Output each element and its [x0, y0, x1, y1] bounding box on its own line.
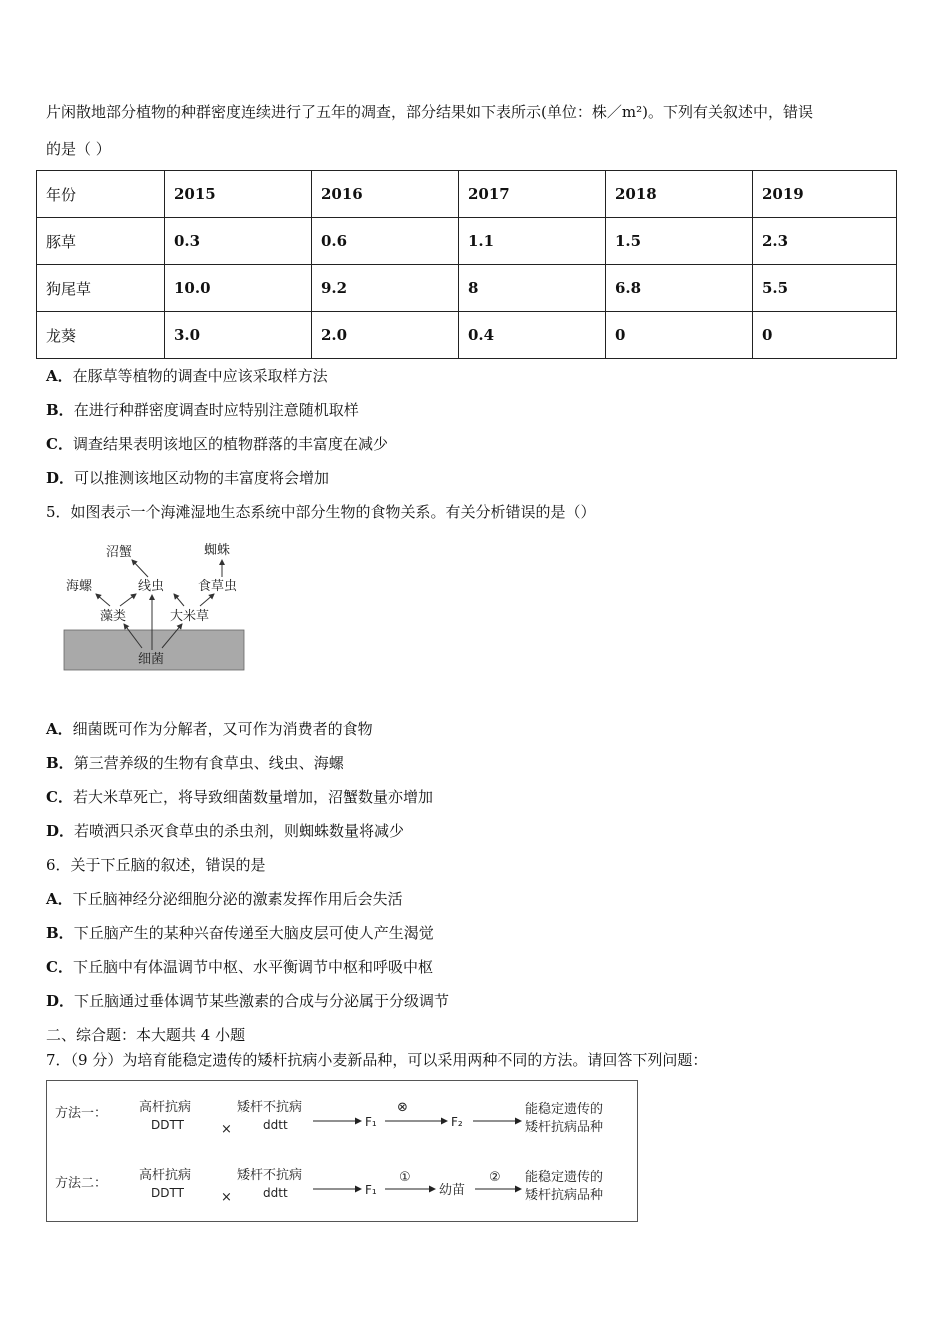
label-zhaoxie: 沼蟹 — [106, 545, 133, 560]
option-key: D． — [46, 469, 75, 487]
table-cell: 0.3 — [165, 218, 312, 265]
q5-option-c — [46, 787, 433, 807]
question-text: 关于下丘脑的叙述，错误的是 — [70, 856, 266, 874]
q5-option-b — [46, 753, 344, 773]
q4-option-b — [46, 400, 359, 420]
cross-symbol: × — [221, 1190, 232, 1205]
result2-line1: 能稳定遗传的 — [525, 1170, 604, 1185]
section-heading: 二、综合题：本大题共 4 小题 — [46, 1026, 246, 1044]
parent2-genotype: ddtt — [263, 1118, 288, 1132]
table-cell: 2.3 — [753, 218, 897, 265]
q5-stem — [46, 502, 596, 522]
table-cell: 2019 — [753, 171, 897, 218]
step1-symbol: ① — [399, 1170, 411, 1185]
table-cell: 6.8 — [606, 265, 753, 312]
table-cell: 10.0 — [165, 265, 312, 312]
table-cell: 0.6 — [312, 218, 459, 265]
q6-option-d — [46, 991, 449, 1011]
f1-label: F₁ — [365, 1183, 377, 1197]
table-cell: 0 — [753, 312, 897, 359]
selfing-symbol: ⊗ — [397, 1100, 408, 1115]
breeding-methods-figure — [46, 1080, 638, 1222]
parent2-name: 矮杆不抗病 — [237, 1100, 303, 1115]
q6-option-b — [46, 923, 434, 943]
result2-line2: 矮杆抗病品种 — [525, 1188, 604, 1203]
option-key: D． — [46, 822, 75, 840]
table-cell: 年份 — [37, 171, 165, 218]
result1-line1: 能稳定遗传的 — [525, 1102, 604, 1117]
q4-stem-line1: 片闲散地部分植物的种群密度连续进行了五年的凋查，部分结果如下表所示(单位：株／m²)。下列有关叙述中，错误 — [46, 103, 813, 121]
parent1-name: 高杆抗病 — [139, 1168, 192, 1183]
result1-line2: 矮杆抗病品种 — [525, 1120, 604, 1135]
table-cell: 9.2 — [312, 265, 459, 312]
label-xijun: 细菌 — [138, 652, 165, 667]
table-cell: 3.0 — [165, 312, 312, 359]
option-text: 可以推测该地区动物的丰富度将会增加 — [74, 469, 330, 487]
option-text: 下丘脑中有体温调节中枢、水平衡调节中枢和呼吸中枢 — [72, 958, 433, 976]
table-cell: 狗尾草 — [37, 265, 165, 312]
option-key: B． — [46, 401, 74, 419]
option-text: 下丘脑通过垂体调节某些激素的合成与分泌属于分级调节 — [74, 992, 450, 1010]
option-text: 若大米草死亡，将导致细菌数量增加，沼蟹数量亦增加 — [72, 788, 433, 806]
q5-option-d — [46, 821, 404, 841]
label-damicao: 大米草 — [170, 609, 210, 624]
option-key: A． — [46, 720, 73, 738]
label-shicaochong: 食草虫 — [198, 579, 238, 594]
option-key: B． — [46, 924, 74, 942]
table-cell: 5.5 — [753, 265, 897, 312]
option-key: C． — [46, 958, 73, 976]
table-cell: 1.1 — [459, 218, 606, 265]
table-row — [37, 265, 897, 312]
table-cell: 豚草 — [37, 218, 165, 265]
option-text: 调查结果表明该地区的植物群落的丰富度在减少 — [72, 435, 388, 453]
parent2-genotype: ddtt — [263, 1186, 288, 1200]
table-cell: 2018 — [606, 171, 753, 218]
table-cell: 0.4 — [459, 312, 606, 359]
table-header-row — [37, 171, 897, 218]
food-web-figure — [62, 540, 246, 672]
q6-option-c — [46, 957, 433, 977]
q4-option-c — [46, 434, 388, 454]
table-row — [37, 312, 897, 359]
table-cell: 2017 — [459, 171, 606, 218]
f2-label: F₂ — [451, 1115, 463, 1129]
question-number: 5． — [46, 503, 71, 521]
table-cell: 2016 — [312, 171, 459, 218]
cross-symbol: × — [221, 1122, 232, 1137]
option-text: 下丘脑神经分泌细胞分泌的激素发挥作用后会失活 — [72, 890, 403, 908]
label-zaolei: 藻类 — [100, 609, 127, 624]
option-key: B． — [46, 754, 74, 772]
option-text: 在进行种群密度调查时应特别注意随机取样 — [73, 401, 359, 419]
option-key: A． — [46, 367, 73, 385]
q4-option-a — [46, 366, 328, 386]
option-key: C． — [46, 435, 73, 453]
parent1-name: 高杆抗病 — [139, 1100, 192, 1115]
option-text: 下丘脑产生的某种兴奋传递至大脑皮层可使人产生渴觉 — [73, 924, 434, 942]
table-cell: 2015 — [165, 171, 312, 218]
f1-label: F₁ — [365, 1115, 377, 1129]
parent1-genotype: DDTT — [151, 1118, 184, 1132]
q6-option-a — [46, 889, 403, 909]
table-cell: 1.5 — [606, 218, 753, 265]
option-key: D． — [46, 992, 75, 1010]
method1-label: 方法一： — [55, 1106, 108, 1121]
method2-label: 方法二： — [55, 1176, 108, 1191]
table-row — [37, 218, 897, 265]
label-xianchong: 线虫 — [138, 579, 165, 594]
parent2-name: 矮杆不抗病 — [237, 1168, 303, 1183]
q6-stem — [46, 855, 266, 875]
q5-option-a — [46, 719, 373, 739]
step2-symbol: ② — [489, 1170, 501, 1185]
option-text: 第三营养级的生物有食草虫、线虫、海螺 — [73, 754, 344, 772]
parent1-genotype: DDTT — [151, 1186, 184, 1200]
q7-stem — [46, 1050, 707, 1070]
table-cell: 0 — [606, 312, 753, 359]
label-hailuo: 海螺 — [66, 579, 93, 594]
density-table — [36, 170, 897, 359]
label-zhizhu: 蜘蛛 — [204, 543, 231, 558]
q4-stem-line2: 的是（ ） — [46, 140, 111, 158]
option-key: C． — [46, 788, 73, 806]
q4-option-d — [46, 468, 329, 488]
question-number: 7． — [46, 1051, 71, 1069]
question-number: 6． — [46, 856, 71, 874]
question-text: （9 分）为培育能稳定遗传的矮杆抗病小麦新品种，可以采用两种不同的方法。请回答下列问题： — [70, 1051, 708, 1069]
option-text: 在豚草等植物的调查中应该采取样方法 — [72, 367, 328, 385]
option-key: A． — [46, 890, 73, 908]
question-text: 如图表示一个海滩湿地生态系统中部分生物的食物关系。有关分析错误的是（） — [70, 503, 596, 521]
table-cell: 8 — [459, 265, 606, 312]
table-cell: 龙葵 — [37, 312, 165, 359]
option-text: 细菌既可作为分解者，又可作为消费者的食物 — [72, 720, 373, 738]
option-text: 若喷洒只杀灭食草虫的杀虫剂，则蜘蛛数量将减少 — [74, 822, 405, 840]
table-cell: 2.0 — [312, 312, 459, 359]
seedling-label: 幼苗 — [439, 1183, 466, 1198]
